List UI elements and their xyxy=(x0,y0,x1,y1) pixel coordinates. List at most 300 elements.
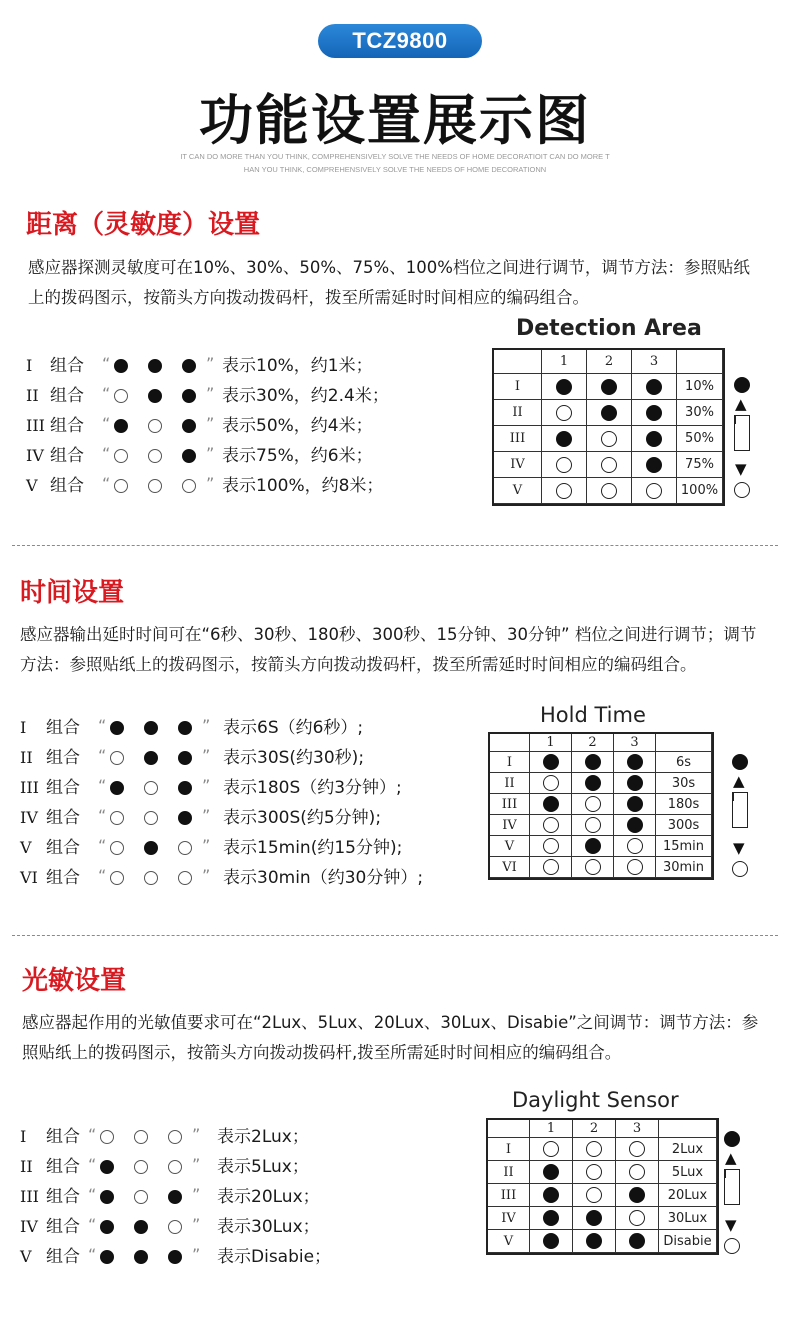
table-dip-cell xyxy=(572,794,614,815)
table-header-cell: 1 xyxy=(530,734,572,752)
dip-off-icon xyxy=(110,871,124,885)
combo-word: 组合 xyxy=(46,1127,80,1147)
table-row-label: II xyxy=(488,1161,530,1184)
dip-off-icon xyxy=(629,1141,645,1157)
table-dip-cell xyxy=(614,752,656,773)
table-dip-cell xyxy=(530,1230,573,1253)
combo-description: 表示20Lux； xyxy=(217,1187,320,1207)
table-dip-cell xyxy=(572,815,614,836)
dip-off-icon xyxy=(144,811,158,825)
table-dip-cell xyxy=(616,1161,659,1184)
dip-on-icon xyxy=(646,431,662,447)
table-dip-cell xyxy=(542,426,587,452)
dip-off-icon xyxy=(134,1190,148,1204)
model-badge: TCZ9800 xyxy=(318,24,482,58)
table-header-cell: 1 xyxy=(530,1120,573,1138)
dip-on-icon xyxy=(543,1233,559,1249)
dip-off-icon xyxy=(178,841,192,855)
combo-word: 组合 xyxy=(46,1187,80,1207)
dip-table xyxy=(492,348,725,506)
dip-off-icon xyxy=(110,811,124,825)
decorative-subtitle: IT CAN DO MORE THAN YOU THINK, COMPREHENSIVELY SOLVE THE NEEDS OF HOME DECORATIOIT CAN DO MORE T HAN YOU THINK, COMPREHENSIVELY SOLVE THE NEEDS OF HOME DECORATIONN xyxy=(180,152,610,174)
table-dip-cell xyxy=(530,836,572,857)
quote-mark: ” xyxy=(202,836,211,855)
combo-roman: V xyxy=(20,1247,32,1266)
section-divider xyxy=(12,935,778,936)
dip-on-icon xyxy=(627,775,643,791)
quote-mark: ” xyxy=(206,414,215,433)
table-dip-cell xyxy=(530,1161,573,1184)
table-value-cell: 15min xyxy=(656,836,712,857)
combo-roman: IV xyxy=(26,446,44,465)
quote-mark: “ xyxy=(102,384,111,403)
quote-mark: “ xyxy=(98,806,107,825)
combo-word: 组合 xyxy=(50,446,84,466)
combo-row xyxy=(20,833,440,863)
table-row-label: V xyxy=(488,1230,530,1253)
section-divider xyxy=(12,545,778,546)
table-header-blank xyxy=(659,1120,717,1138)
dip-on-icon xyxy=(543,1164,559,1180)
table-dip-cell xyxy=(572,752,614,773)
dip-off-icon xyxy=(110,841,124,855)
dip-on-icon xyxy=(168,1250,182,1264)
dip-off-icon xyxy=(586,1187,602,1203)
dip-on-icon xyxy=(114,419,128,433)
combo-dots xyxy=(102,441,218,471)
combo-roman: I xyxy=(26,356,33,375)
table-header-cell: 3 xyxy=(616,1120,659,1138)
combo-row xyxy=(26,351,446,381)
combo-dots xyxy=(88,1122,204,1152)
dip-on-icon xyxy=(543,796,559,812)
table-header-cell: 2 xyxy=(587,350,632,374)
dip-off-icon xyxy=(178,871,192,885)
combo-dots xyxy=(98,713,214,743)
quote-mark: ” xyxy=(206,384,215,403)
dip-on-icon xyxy=(144,721,158,735)
quote-mark: “ xyxy=(102,354,111,373)
table-dip-cell xyxy=(530,857,572,878)
combo-dots xyxy=(98,773,214,803)
dip-on-icon xyxy=(110,721,124,735)
combo-row xyxy=(20,743,440,773)
quote-mark: ” xyxy=(206,354,215,373)
combo-dots xyxy=(88,1152,204,1182)
dip-on-icon xyxy=(601,379,617,395)
dip-on-icon xyxy=(100,1220,114,1234)
section-text-distance: 感应器探测灵敏度可在10%、30%、50%、75%、100%档位之间进行调节，调节方法：参照贴纸上的拨码图示，按箭头方向拨动拨码杆，拨至所需延时时间相应的编码组合。 xyxy=(28,258,750,307)
dip-on-icon xyxy=(110,781,124,795)
dip-on-icon xyxy=(148,359,162,373)
table-dip-cell xyxy=(587,374,632,400)
combo-row xyxy=(20,863,440,893)
dip-on-icon xyxy=(586,1233,602,1249)
table-dip-cell xyxy=(530,1207,573,1230)
dip-off-icon xyxy=(585,817,601,833)
dip-off-icon xyxy=(543,838,559,854)
table-row-label: IV xyxy=(490,815,530,836)
dip-off-icon xyxy=(114,449,128,463)
table-value-cell: 30% xyxy=(677,400,723,426)
table-row-label: I xyxy=(494,374,542,400)
dip-on-icon xyxy=(629,1187,645,1203)
dip-off-icon xyxy=(114,479,128,493)
table-row-label: II xyxy=(490,773,530,794)
quote-mark: ” xyxy=(206,444,215,463)
section-title-time: 时间设置 xyxy=(20,578,125,608)
section-title-daylight: 光敏设置 xyxy=(22,966,127,996)
table-corner xyxy=(490,734,530,752)
combo-word: 组合 xyxy=(46,1247,80,1267)
table-dip-cell xyxy=(573,1230,616,1253)
table-dip-cell xyxy=(614,836,656,857)
table-dip-cell xyxy=(632,374,677,400)
dip-on-icon xyxy=(556,379,572,395)
dip-off-icon xyxy=(586,1141,602,1157)
arrow-down-icon: ▼ xyxy=(733,839,745,857)
combo-dots xyxy=(88,1182,204,1212)
table-dip-cell xyxy=(542,478,587,504)
dip-on-icon xyxy=(543,1187,559,1203)
table-dip-cell xyxy=(572,857,614,878)
table-corner xyxy=(494,350,542,374)
dip-off-icon xyxy=(148,419,162,433)
dip-on-icon xyxy=(100,1250,114,1264)
table-value-cell: 300s xyxy=(656,815,712,836)
table-row-label: IV xyxy=(488,1207,530,1230)
dip-off-icon xyxy=(627,859,643,875)
dip-off-icon xyxy=(168,1130,182,1144)
table-value-cell: 30Lux xyxy=(659,1207,717,1230)
dip-on-icon xyxy=(182,449,196,463)
arrow-up-icon: ▲ xyxy=(735,395,747,413)
dip-on-icon xyxy=(100,1160,114,1174)
dip-on-icon xyxy=(178,751,192,765)
dip-off-icon xyxy=(586,1164,602,1180)
combo-description: 表示6S（约6秒）; xyxy=(223,718,364,738)
dip-off-icon xyxy=(148,479,162,493)
dip-off-icon xyxy=(134,1130,148,1144)
table-dip-cell xyxy=(530,815,572,836)
table-value-cell: 30min xyxy=(656,857,712,878)
table-dip-cell xyxy=(530,794,572,815)
table-header-cell: 2 xyxy=(573,1120,616,1138)
dip-off-icon xyxy=(543,1141,559,1157)
combo-description: 表示30Lux； xyxy=(217,1217,320,1237)
table-dip-cell xyxy=(616,1230,659,1253)
dip-off-icon xyxy=(168,1160,182,1174)
dip-off-legend-icon xyxy=(732,861,748,877)
combo-description: 表示2Lux； xyxy=(217,1127,309,1147)
combo-description: 表示30min（约30分钟）; xyxy=(223,868,424,888)
table-row-label: VI xyxy=(490,857,530,878)
table-dip-cell xyxy=(616,1207,659,1230)
dip-on-icon xyxy=(114,359,128,373)
dip-off-icon xyxy=(556,457,572,473)
dip-off-icon xyxy=(110,751,124,765)
combo-description: 表示30S(约30秒); xyxy=(223,748,365,768)
quote-mark: ” xyxy=(192,1245,201,1264)
dip-on-icon xyxy=(585,775,601,791)
combo-roman: II xyxy=(20,1157,33,1176)
table-dip-cell xyxy=(530,752,572,773)
table-dip-cell xyxy=(632,478,677,504)
quote-mark: “ xyxy=(98,836,107,855)
dip-off-icon xyxy=(114,389,128,403)
quote-mark: ” xyxy=(192,1185,201,1204)
table-value-cell: 6s xyxy=(656,752,712,773)
dip-on-icon xyxy=(168,1190,182,1204)
dip-on-icon xyxy=(585,838,601,854)
quote-mark: “ xyxy=(88,1155,97,1174)
table-header-cell: 1 xyxy=(542,350,587,374)
table-value-cell: 5Lux xyxy=(659,1161,717,1184)
dip-on-icon xyxy=(178,811,192,825)
table-dip-cell xyxy=(573,1138,616,1161)
combo-roman: III xyxy=(20,1187,39,1206)
dip-off-icon xyxy=(144,871,158,885)
table-title: Daylight Sensor xyxy=(512,1088,679,1112)
table-value-cell: 75% xyxy=(677,452,723,478)
combo-dots xyxy=(102,471,218,501)
dip-off-legend-icon xyxy=(734,482,750,498)
dip-off-icon xyxy=(629,1164,645,1180)
table-dip-cell xyxy=(530,1138,573,1161)
combo-roman: I xyxy=(20,718,27,737)
table-corner xyxy=(488,1120,530,1138)
table-dip-cell xyxy=(614,773,656,794)
table-row-label: I xyxy=(488,1138,530,1161)
combo-description: 表示30%，约2.4米； xyxy=(222,386,389,406)
combo-row xyxy=(20,1182,440,1212)
table-row-label: III xyxy=(490,794,530,815)
dip-on-icon xyxy=(627,817,643,833)
table-row-label: III xyxy=(488,1184,530,1207)
page-title: 功能设置展示图 xyxy=(199,89,591,152)
combo-word: 组合 xyxy=(50,476,84,496)
combo-description: 表示100%，约8米； xyxy=(222,476,384,496)
combo-roman: III xyxy=(26,416,45,435)
combo-word: 组合 xyxy=(46,868,80,888)
dip-on-icon xyxy=(182,359,196,373)
quote-mark: ” xyxy=(206,474,215,493)
dip-on-icon xyxy=(646,379,662,395)
combo-dots xyxy=(98,863,214,893)
combo-roman: VI xyxy=(20,868,38,887)
section-text-time: 感应器输出延时时间可在“6秒、30秒、180秒、300秒、15分钟、30分钟” 档位之间进行调节；调节方法：参照贴纸上的拨码图示，按箭头方向拨动拨码杆，拨至所需延时时间相应的编码组合。 xyxy=(20,625,757,674)
quote-mark: “ xyxy=(88,1215,97,1234)
combo-word: 组合 xyxy=(50,416,84,436)
combo-description: 表示Disabie； xyxy=(217,1247,332,1267)
dip-on-icon xyxy=(601,405,617,421)
dip-on-icon xyxy=(585,754,601,770)
quote-mark: ” xyxy=(192,1125,201,1144)
table-dip-cell xyxy=(616,1184,659,1207)
combo-description: 表示5Lux； xyxy=(217,1157,309,1177)
dip-off-icon xyxy=(627,838,643,854)
dip-off-icon xyxy=(148,449,162,463)
combo-row xyxy=(20,1152,440,1182)
combo-word: 组合 xyxy=(46,1217,80,1237)
arrow-down-icon: ▼ xyxy=(735,460,747,478)
table-value-cell: 50% xyxy=(677,426,723,452)
table-value-cell: 2Lux xyxy=(659,1138,717,1161)
dip-on-icon xyxy=(646,457,662,473)
table-dip-cell xyxy=(587,452,632,478)
dip-table xyxy=(488,732,714,880)
table-dip-cell xyxy=(632,452,677,478)
table-header-cell: 3 xyxy=(614,734,656,752)
dip-on-icon xyxy=(627,796,643,812)
table-row-label: I xyxy=(490,752,530,773)
combo-dots xyxy=(102,411,218,441)
dip-on-icon xyxy=(586,1210,602,1226)
table-title: Hold Time xyxy=(540,703,646,727)
dip-on-icon xyxy=(627,754,643,770)
combo-word: 组合 xyxy=(46,838,80,858)
dip-switch-icon xyxy=(732,792,748,828)
combo-row xyxy=(20,1212,440,1242)
quote-mark: “ xyxy=(88,1125,97,1144)
table-row-label: V xyxy=(494,478,542,504)
combo-word: 组合 xyxy=(46,748,80,768)
dip-off-icon xyxy=(585,796,601,812)
combo-row xyxy=(20,803,440,833)
quote-mark: ” xyxy=(192,1155,201,1174)
arrow-down-icon: ▼ xyxy=(725,1216,737,1234)
table-row-label: IV xyxy=(494,452,542,478)
dip-off-icon xyxy=(556,405,572,421)
quote-mark: ” xyxy=(192,1215,201,1234)
quote-mark: “ xyxy=(102,474,111,493)
table-dip-cell xyxy=(587,478,632,504)
table-value-cell: 100% xyxy=(677,478,723,504)
dip-on-icon xyxy=(144,841,158,855)
dip-off-icon xyxy=(556,483,572,499)
combo-roman: IV xyxy=(20,808,38,827)
table-value-cell: 10% xyxy=(677,374,723,400)
dip-off-icon xyxy=(601,457,617,473)
combo-dots xyxy=(98,803,214,833)
quote-mark: ” xyxy=(202,806,211,825)
table-header-blank xyxy=(677,350,723,374)
combo-description: 表示15min(约15分钟); xyxy=(223,838,403,858)
table-dip-cell xyxy=(542,452,587,478)
combo-word: 组合 xyxy=(50,386,84,406)
dip-on-legend-icon xyxy=(732,754,748,770)
dip-on-icon xyxy=(178,781,192,795)
table-dip-cell xyxy=(614,857,656,878)
combo-row xyxy=(26,471,446,501)
dip-on-icon xyxy=(148,389,162,403)
table-value-cell: 20Lux xyxy=(659,1184,717,1207)
dip-on-icon xyxy=(134,1220,148,1234)
dip-off-legend-icon xyxy=(724,1238,740,1254)
dip-off-icon xyxy=(646,483,662,499)
dip-on-icon xyxy=(100,1190,114,1204)
table-dip-cell xyxy=(542,400,587,426)
combo-roman: II xyxy=(26,386,39,405)
table-dip-cell xyxy=(573,1161,616,1184)
table-dip-cell xyxy=(572,773,614,794)
table-dip-cell xyxy=(614,815,656,836)
combo-roman: V xyxy=(20,838,32,857)
combo-row xyxy=(26,411,446,441)
table-value-cell: Disabie xyxy=(659,1230,717,1253)
combo-row xyxy=(20,1122,440,1152)
combo-dots xyxy=(88,1212,204,1242)
combo-row xyxy=(26,381,446,411)
table-dip-cell xyxy=(530,1184,573,1207)
combo-roman: V xyxy=(26,476,38,495)
combo-roman: IV xyxy=(20,1217,38,1236)
table-dip-cell xyxy=(572,836,614,857)
table-dip-cell xyxy=(632,426,677,452)
table-title: Detection Area xyxy=(516,316,702,341)
quote-mark: “ xyxy=(98,776,107,795)
dip-on-icon xyxy=(134,1250,148,1264)
combo-word: 组合 xyxy=(50,356,84,376)
dip-off-icon xyxy=(168,1220,182,1234)
dip-on-icon xyxy=(556,431,572,447)
dip-on-icon xyxy=(543,754,559,770)
dip-table xyxy=(486,1118,719,1255)
table-header-cell: 2 xyxy=(572,734,614,752)
combo-roman: II xyxy=(20,748,33,767)
combo-word: 组合 xyxy=(46,778,80,798)
dip-on-legend-icon xyxy=(734,377,750,393)
section-title-distance: 距离（灵敏度）设置 xyxy=(26,210,261,240)
dip-off-icon xyxy=(144,781,158,795)
combo-row xyxy=(20,1242,440,1272)
table-value-cell: 180s xyxy=(656,794,712,815)
combo-dots xyxy=(102,381,218,411)
combo-description: 表示10%，约1米； xyxy=(222,356,373,376)
table-dip-cell xyxy=(573,1184,616,1207)
quote-mark: ” xyxy=(202,746,211,765)
dip-on-icon xyxy=(182,389,196,403)
table-dip-cell xyxy=(587,426,632,452)
dip-on-icon xyxy=(178,721,192,735)
combo-row xyxy=(26,441,446,471)
dip-off-icon xyxy=(629,1210,645,1226)
table-row-label: III xyxy=(494,426,542,452)
dip-on-legend-icon xyxy=(724,1131,740,1147)
combo-description: 表示300S(约5分钟); xyxy=(223,808,382,828)
quote-mark: ” xyxy=(202,866,211,885)
combo-roman: III xyxy=(20,778,39,797)
dip-switch-icon xyxy=(724,1169,740,1205)
combo-dots xyxy=(98,833,214,863)
quote-mark: “ xyxy=(98,746,107,765)
combo-description: 表示75%，约6米； xyxy=(222,446,373,466)
section-text-daylight: 感应器起作用的光敏值要求可在“2Lux、5Lux、20Lux、30Lux、Disabie”之间调节：调节方法：参照贴纸上的拨码图示，按箭头方向拨动拨码杆,拨至所需延时时间相应的编码组合。 xyxy=(22,1013,759,1062)
quote-mark: “ xyxy=(102,444,111,463)
dip-off-icon xyxy=(601,431,617,447)
combo-row xyxy=(20,713,440,743)
arrow-up-icon: ▲ xyxy=(733,772,745,790)
table-dip-cell xyxy=(632,400,677,426)
dip-on-icon xyxy=(182,419,196,433)
combo-word: 组合 xyxy=(46,808,80,828)
dip-off-icon xyxy=(182,479,196,493)
quote-mark: “ xyxy=(88,1245,97,1264)
table-header-cell: 3 xyxy=(632,350,677,374)
table-dip-cell xyxy=(614,794,656,815)
combo-word: 组合 xyxy=(46,1157,80,1177)
dip-off-icon xyxy=(100,1130,114,1144)
